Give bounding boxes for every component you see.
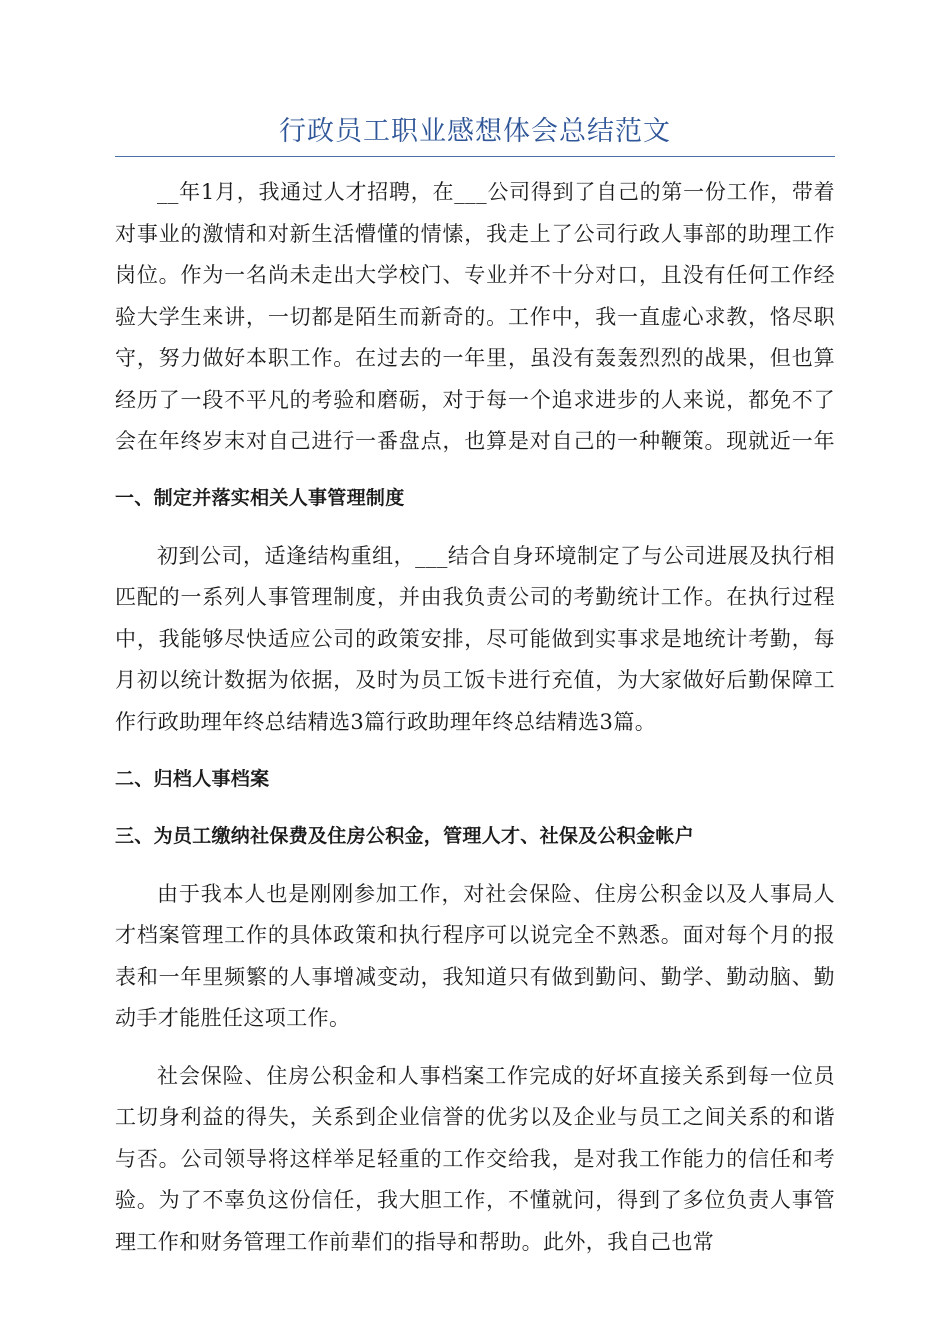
document-title: 行政员工职业感想体会总结范文 bbox=[279, 116, 671, 147]
section-1-paragraph: 初到公司，适逢结构重组，___结合自身环境制定了与公司进展及执行相匹配的一系列人事管理制度，并由我负责公司的考勤统计工作。在执行过程中，我能够尽快适应公司的政策安排，尽可能做到实事求是地统计考勤，每月初以统计数据为依据，及时为员工饭卡进行充值，为大家做好后勤保障工作行政助理年终总结精选3篇行政助理年终总结精选3篇。 bbox=[115, 543, 835, 734]
intro-paragraph: __年1月，我通过人才招聘，在___公司得到了自己的第一份工作，带着对事业的激情和对新生活懵懂的情愫，我走上了公司行政人事部的助理工作岗位。作为一名尚未走出大学校门、专业并不十分对口，且没有任何工作经验大学生来讲，一切都是陌生而新奇的。工作中，我一直虚心求教，恪尽职守，努力做好本职工作。在过去的一年里，虽没有轰轰烈烈的战果，但也算经历了一段不平凡的考验和磨砺，对于每一个追求进步的人来说，都免不了会在年终岁末对自己进行一番盘点，也算是对自己的一种鞭策。现就近一年 bbox=[115, 180, 835, 453]
section-heading-2: 二、归档人事档案 bbox=[115, 767, 270, 790]
section-3-paragraph-2: 社会保险、住房公积金和人事档案工作完成的好坏直接关系到每一位员工切身利益的得失，关系到企业信誉的优劣以及企业与员工之间关系的和谐与否。公司领导将这样举足轻重的工作交给我，是对我工作能力的信任和考验。为了不辜负这份信任，我大胆工作，不懂就问，得到了多位负责人事管理工作和财务管理工作前辈们的指导和帮助。此外，我自己也常 bbox=[115, 1063, 835, 1254]
section-heading-3: 三、为员工缴纳社保费及住房公积金，管理人才、社保及公积金帐户 bbox=[115, 825, 695, 847]
title-block bbox=[115, 112, 835, 157]
document-body bbox=[115, 172, 835, 1263]
section-3-paragraph-1: 由于我本人也是刚刚参加工作，对社会保险、住房公积金以及人事局人才档案管理工作的具体政策和执行程序可以说完全不熟悉。面对每个月的报表和一年里频繁的人事增减变动，我知道只有做到勤问、勤学、勤动脑、勤动手才能胜任这项工作。 bbox=[115, 881, 835, 1030]
section-heading-1: 一、制定并落实相关人事管理制度 bbox=[115, 487, 405, 509]
